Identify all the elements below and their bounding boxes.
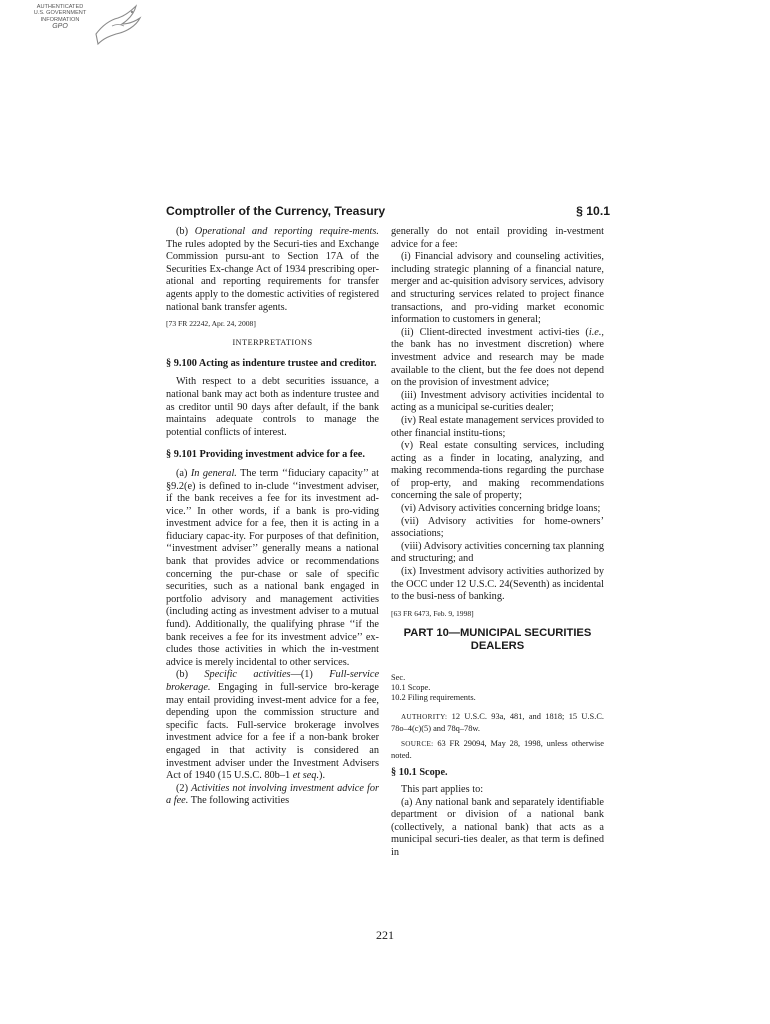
seal-gpo: GPO [52, 23, 68, 31]
para-italic-heading: Operational and reporting require-ments. [194, 226, 379, 237]
running-header [166, 204, 610, 222]
para-label: (2) [176, 782, 189, 794]
seal-line-1: AUTHENTICATED [36, 4, 84, 10]
list-item-ii [391, 327, 604, 390]
left-column [166, 226, 379, 808]
citation: [73 FR 22242, Apr. 24, 2008] [166, 319, 256, 329]
paragraph-in-general [166, 468, 379, 670]
list-item-iii: (iii) Investment advisory activities incidental to acting as a municipal se-curities dealer; [391, 389, 604, 414]
para-italic: et seq. [292, 770, 320, 782]
seal-line-3: INFORMATION [40, 16, 80, 23]
para-text: the bank has no investment discretion) where investment advice and research may be made available to the client, but the fee does not depend on the provision of investment advice; [391, 339, 604, 389]
section-10-1-intro: This part applies to: [401, 784, 484, 796]
para-label: (b) [176, 669, 189, 681]
para-label: —(1) [290, 669, 313, 681]
seal-text [20, 4, 100, 31]
part-title: PART 10—MUNICIPAL SECURITIES DEALERS [403, 626, 592, 652]
paragraph-specific-activities [166, 669, 379, 782]
section-10-1-a: (a) Any national bank and separately identifiable department or division of a national bank (collectively, a national bank) that acts as a municipal securi-ties dealer, as that term is defined in [391, 796, 604, 858]
continued-text: generally do not entail providing in-vestment advice for a fee: [391, 226, 604, 250]
paragraph-activities-not-involving [166, 783, 379, 808]
para-italic-heading: Activities not involving investment advice for a fee. [166, 782, 379, 807]
page-number: 221 [376, 928, 394, 942]
section-9-100-heading: § 9.100 Acting as indenture trustee and creditor. [166, 357, 377, 369]
authority-text: 12 U.S.C. 93a, 481, and 1818; 15 U.S.C. 78o–4(c)(5) and 78q–78w. [391, 712, 604, 734]
header-agency-title: Comptroller of the Currency, Treasury [166, 204, 386, 218]
para-text: ). [319, 770, 326, 782]
header-section-number: § 10.1 [576, 204, 610, 218]
para-label: (b) [176, 226, 189, 237]
source-label: SOURCE: [401, 740, 434, 749]
interpretations-heading: INTERPRETATIONS [232, 338, 313, 348]
para-text: (ii) Client-directed investment activi-ties ( [401, 326, 589, 338]
list-item-ix: (ix) Investment advisory activities authorized by the OCC under 12 U.S.C. 24(Seventh) as incidental to the busi-ness of banking. [391, 566, 604, 603]
list-item-v: (v) Real estate consulting services, including acting as a finder in locating, analyzing, and making recommenda-tions regarding the purchase of prop-erty, and making recommendations concerning the sale of property; [391, 440, 604, 502]
para-text: The following activities [190, 795, 290, 807]
list-item-viii: (viii) Advisory activities concerning tax planning and structuring; and [391, 540, 604, 565]
para-italic: i.e., [588, 326, 604, 338]
para-text: Engaging in full-service bro-kerage may entail providing invest-ment advice for a fee, depending upon the commission structure and specific facts. Full-service brokerage involves investment advice for a fee if a non-bank broker engaged in that activity is considered an investment adviser under the Investment Advisers Act of 1940 (15 U.S.C. 80b–1 [166, 682, 380, 782]
list-item-vi: (vi) Advisory activities concerning bridge loans; [401, 503, 601, 515]
authority-note [391, 711, 604, 734]
para-label: (a) [176, 467, 188, 479]
section-10-1-heading: § 10.1 Scope. [391, 767, 448, 779]
citation: [63 FR 6473, Feb. 9, 1998] [391, 608, 474, 618]
source-note [391, 738, 604, 761]
list-item-iv: (iv) Real estate management services provided to other financial institu-tions; [391, 414, 605, 439]
source-text: 63 FR 29094, May 28, 1998, unless otherwise noted. [391, 739, 605, 761]
section-9-100-text: With respect to a debt securities issuance, a national bank may act both as indenture trustee and as creditor until 90 days after default, if the bank maintains adequate controls to manage the potential conflicts of interest. [166, 376, 379, 438]
para-text: The rules adopted by the Securi-ties and Exchange Commission pursu-ant to Section 17A of the Securities Ex-change Act of 1934 prescribing oper-ational and reporting requirements for transfer agents apply to the domestic activities of registered national bank transfer agents. [166, 238, 379, 313]
toc-item-10-2: 10.2 Filing requirements. [391, 693, 476, 703]
para-italic-heading: In general. [190, 467, 237, 479]
paragraph-operational-reporting [166, 226, 379, 314]
seal-line-2: U.S. GOVERNMENT [33, 10, 87, 17]
toc-item-10-1: 10.1 Scope. [391, 683, 431, 693]
authority-label: AUTHORITY: [401, 713, 448, 722]
para-italic-heading: Specific activities [204, 669, 291, 681]
para-text: The term ‘‘fiduciary capacity’’ at §9.2(e) is defined to in-clude ‘‘investment adviser, if the bank receives a fee for its investment ad-vice.’’ In other words, if a bank is pro-viding investment advice for a fee, then it is acting in a fiduciary capac-ity. For purposes of that definition, ‘‘investment adviser’’ generally means a national bank that provides advice or recommendations concerning the pur-chase or sale of specific securities, such as a national bank engaged in portfolio advisory and management activities (including acting as investment adviser to a mutual fund). Additionally, the qualifying phrase ‘‘if the bank receives a fee for its investment advice’’ ex-cludes those activities in which the in-vestment advice is merely incidental to other services. [166, 467, 379, 668]
para-italic-heading: Full-service brokerage. [166, 669, 380, 693]
right-column [391, 226, 604, 860]
list-item-vii: (vii) Advisory activities for home-owners’ associations; [391, 515, 604, 540]
section-9-101-heading: § 9.101 Providing investment advice for a fee. [166, 449, 365, 461]
eagle-icon [92, 4, 144, 48]
gpo-authentication-seal [20, 4, 145, 48]
toc-sec-label: Sec. [391, 672, 406, 682]
list-item-i: (i) Financial advisory and counseling activities, including strategic planning of a financial nature, merger and ac-quisition advisory services, advisory and structuring services related to project finance transactions, and pro-viding market economic information to customers in general; [391, 251, 604, 326]
